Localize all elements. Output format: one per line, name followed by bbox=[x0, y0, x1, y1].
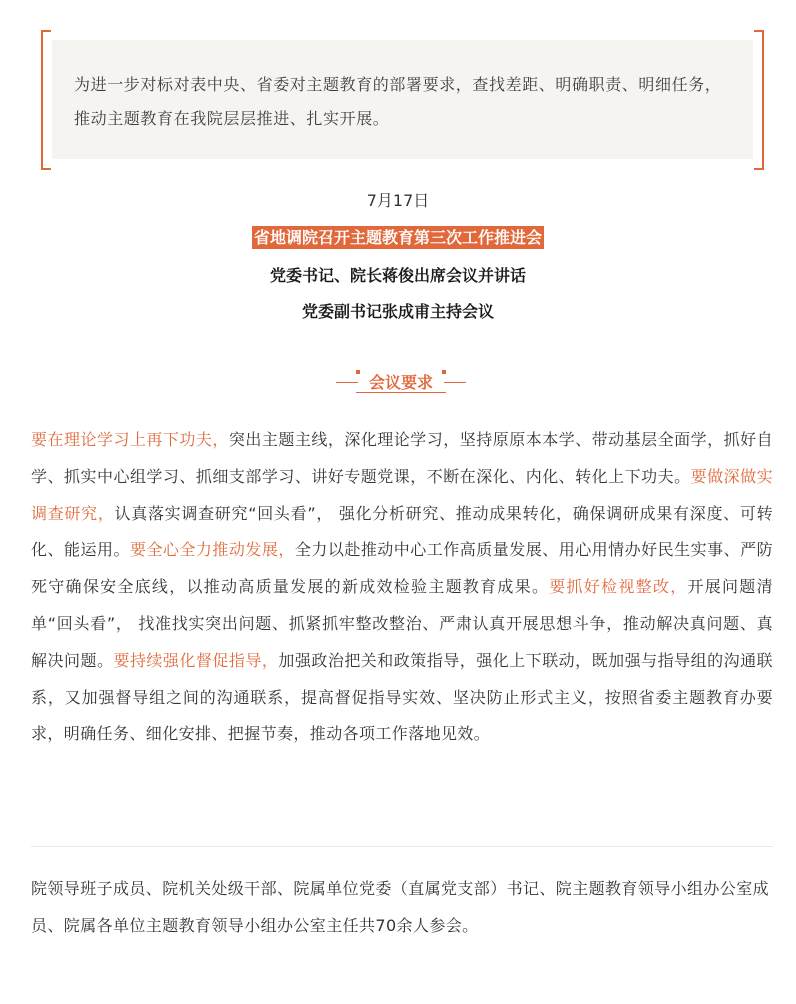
headline-wrap bbox=[0, 227, 796, 249]
requirements-paragraph bbox=[31, 422, 773, 753]
right-bracket-line bbox=[762, 30, 764, 170]
requirement-highlight: 要持续强化督促指导， bbox=[113, 650, 279, 670]
requirement-text: 开展问题清单“回头看”， 找准找实突出问题、抓紧抓牢整改整治、严肃认真开展思想斗争，推动解决真问题、真解决问题。 bbox=[31, 577, 773, 670]
meeting-headline: 省地调院召开主题教育第三次工作推进会 bbox=[253, 228, 542, 247]
divider bbox=[31, 846, 773, 847]
meeting-date: 7月17日 bbox=[366, 191, 430, 210]
attendees-paragraph: 院领导班子成员、院机关处级干部、院属单位党委（直属党支部）书记、院主题教育领导小组办公室成员、院属各单位主题教育领导小组办公室主任共70余人参会。 bbox=[31, 879, 770, 935]
requirement-text: 加强政治把关和政策指导，强化上下联动，既加强与指导组的沟通联系，又加强督导组之间的沟通联系，提高督促指导实效、坚决防止形式主义，按照省委主题教育办要求，明确任务、细化安排、把握节奏，推动各项工作落地见效。 bbox=[31, 650, 773, 744]
requirement-text: 突出主题主线，深化理论学习，坚持原原本本学、带动基层全面学，抓好自学、抓实中心组学习、抓细支部学习、讲好专题党课，不断在深化、内化、转化上下功夫。 bbox=[31, 430, 773, 486]
subtitle-host: 党委副书记张成甫主持会议 bbox=[301, 302, 494, 321]
bracket-tick bbox=[754, 30, 764, 32]
bracket-tick bbox=[754, 168, 764, 170]
subtitle-secretary: 党委书记、院长蒋俊出席会议并讲话 bbox=[269, 266, 526, 285]
requirement-highlight: 要全心全力推动发展， bbox=[129, 540, 295, 560]
section-title-ornament bbox=[336, 368, 466, 396]
intro-text: 为进一步对标对表中央、省委对主题教育的部署要求，查找差距、明确职责、明细任务，推动主题教育在我院层层推进、扎实开展。 bbox=[52, 40, 753, 159]
requirement-highlight: 要在理论学习上再下功夫， bbox=[31, 430, 229, 449]
intro-block bbox=[41, 30, 764, 170]
left-bracket-line bbox=[41, 30, 43, 170]
bracket-tick bbox=[41, 30, 51, 32]
section-title: 会议要求 bbox=[368, 373, 433, 392]
requirement-highlight: 要抓好检视整改， bbox=[549, 577, 688, 597]
requirement-text: 全力以赴推动中心工作高质量发展、用心用情办好民生实事、严防死守确保安全底线，以推动高质量发展的新成效检验主题教育成果。 bbox=[31, 540, 773, 597]
requirement-highlight: 要做深做实调查研究， bbox=[31, 466, 773, 523]
bracket-tick bbox=[41, 168, 51, 170]
requirement-text: 认真落实调查研究“回头看”， 强化分析研究、推动成果转化，确保调研成果有深度、可转化、能运用。 bbox=[31, 503, 773, 560]
